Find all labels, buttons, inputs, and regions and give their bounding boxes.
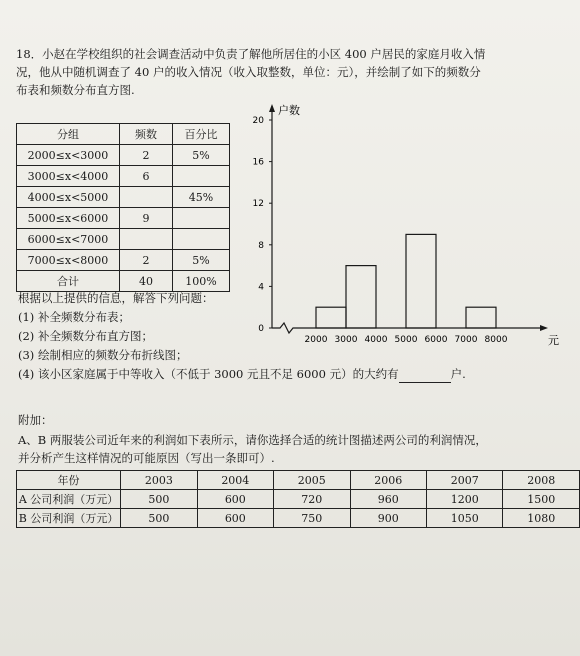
table-row <box>17 166 230 187</box>
task-3: (3) 绘制相应的频数分布折线图； <box>18 348 188 362</box>
header-cell: 分组 <box>17 124 120 145</box>
x-tick-label: 4000 <box>364 335 388 345</box>
x-tick-label: 2000 <box>304 335 328 345</box>
value-cell: 500 <box>121 509 197 528</box>
value-cell: 500 <box>121 490 197 509</box>
count-cell <box>120 229 173 250</box>
question-line-1: 18．小赵在学校组织的社会调查活动中负责了解他所居住的小区 400 户居民的家庭月收入情 <box>16 47 486 61</box>
x-tick-label: 3000 <box>334 335 358 345</box>
value-cell: 720 <box>274 490 350 509</box>
frequency-table-header <box>17 124 230 145</box>
count-cell: 6 <box>120 166 173 187</box>
x-axis-arrow <box>540 325 548 331</box>
x-tick-label: 5000 <box>394 335 418 345</box>
tasks-intro: 根据以上提供的信息，解答下列问题： <box>18 291 214 305</box>
total-label-cell: 合计 <box>17 271 120 292</box>
group-cell: 4000≤x<5000 <box>17 187 120 208</box>
header-cell: 2005 <box>274 471 350 490</box>
y-axis-label: 户数 <box>278 104 300 117</box>
y-tick-label: 20 <box>252 116 264 126</box>
y-tick-label: 8 <box>258 240 264 251</box>
frequency-histogram <box>240 96 560 356</box>
appendix-line-2: 并分析产生这样情况的可能原因（写出一条即可）. <box>18 451 275 465</box>
question-line-2: 况，他从中随机调查了 40 户的收入情况（收入取整数，单位：元），并绘制了如下的频数分 <box>16 65 481 79</box>
x-axis-label: 元 <box>548 334 559 347</box>
profit-table-header <box>17 471 580 490</box>
y-tick-label: 0 <box>258 324 264 334</box>
histogram-bar <box>346 266 376 328</box>
x-tick-label: 8000 <box>484 335 508 345</box>
group-cell: 5000≤x<6000 <box>17 208 120 229</box>
percent-cell: 5% <box>173 145 230 166</box>
histogram-bars <box>316 234 496 328</box>
answer-blank <box>399 370 451 383</box>
table-row <box>17 509 580 528</box>
group-cell: 7000≤x<8000 <box>17 250 120 271</box>
appendix-line-1: A、B 两服装公司近年来的利润如下表所示，请你选择合适的统计图描述两公司的利润情况， <box>18 433 487 447</box>
header-cell: 2007 <box>426 471 502 490</box>
table-row <box>17 250 230 271</box>
y-tick-label: 16 <box>252 157 264 168</box>
table-row <box>17 187 230 208</box>
header-cell: 2003 <box>121 471 197 490</box>
task-4-text: (4) 该小区家庭属于中等收入（不低于 3000 元且不足 6000 元）的大约有 <box>18 367 399 381</box>
y-tick-label: 12 <box>252 199 264 210</box>
table-row <box>17 208 230 229</box>
header-cell: 百分比 <box>173 124 230 145</box>
value-cell: 1500 <box>503 490 580 509</box>
task-2: (2) 补全频数分布直方图； <box>18 329 153 343</box>
percent-cell <box>173 208 230 229</box>
value-cell: 1050 <box>426 509 502 528</box>
table-row-total <box>17 271 230 292</box>
count-cell <box>120 187 173 208</box>
total-percent-cell: 100% <box>173 271 230 292</box>
percent-cell: 45% <box>173 187 230 208</box>
question-line-3: 布表和频数分布直方图. <box>16 83 135 97</box>
y-tick-label: 4 <box>258 282 264 293</box>
header-cell: 2004 <box>197 471 273 490</box>
percent-cell <box>173 166 230 187</box>
x-tick-label: 7000 <box>454 335 478 345</box>
task-4 <box>18 366 466 383</box>
value-cell: 900 <box>350 509 426 528</box>
group-cell: 2000≤x<3000 <box>17 145 120 166</box>
y-axis-arrow <box>269 104 275 112</box>
header-cell: 频数 <box>120 124 173 145</box>
percent-cell: 5% <box>173 250 230 271</box>
header-cell: 年份 <box>17 471 121 490</box>
appendix-title: 附加： <box>18 413 53 427</box>
histogram-bar <box>406 234 436 328</box>
value-cell: 600 <box>197 490 273 509</box>
count-cell: 2 <box>120 250 173 271</box>
total-count-cell: 40 <box>120 271 173 292</box>
group-cell: 6000≤x<7000 <box>17 229 120 250</box>
table-row <box>17 490 580 509</box>
header-cell: 2008 <box>503 471 580 490</box>
row-label-cell: A 公司利润（万元） <box>17 490 121 509</box>
value-cell: 1200 <box>426 490 502 509</box>
count-cell: 9 <box>120 208 173 229</box>
histogram-bar <box>466 307 496 328</box>
histogram-axes <box>269 104 548 333</box>
task-4-unit: 户. <box>450 367 466 381</box>
histogram-bar <box>316 307 346 328</box>
task-1: (1) 补全频数分布表； <box>18 310 130 324</box>
value-cell: 750 <box>274 509 350 528</box>
value-cell: 960 <box>350 490 426 509</box>
group-cell: 3000≤x<4000 <box>17 166 120 187</box>
profit-table <box>16 470 580 528</box>
row-label-cell: B 公司利润（万元） <box>17 509 121 528</box>
frequency-table <box>16 123 230 292</box>
table-row <box>17 229 230 250</box>
count-cell: 2 <box>120 145 173 166</box>
value-cell: 1080 <box>503 509 580 528</box>
percent-cell <box>173 229 230 250</box>
x-tick-label: 6000 <box>424 335 448 345</box>
table-row <box>17 145 230 166</box>
value-cell: 600 <box>197 509 273 528</box>
header-cell: 2006 <box>350 471 426 490</box>
